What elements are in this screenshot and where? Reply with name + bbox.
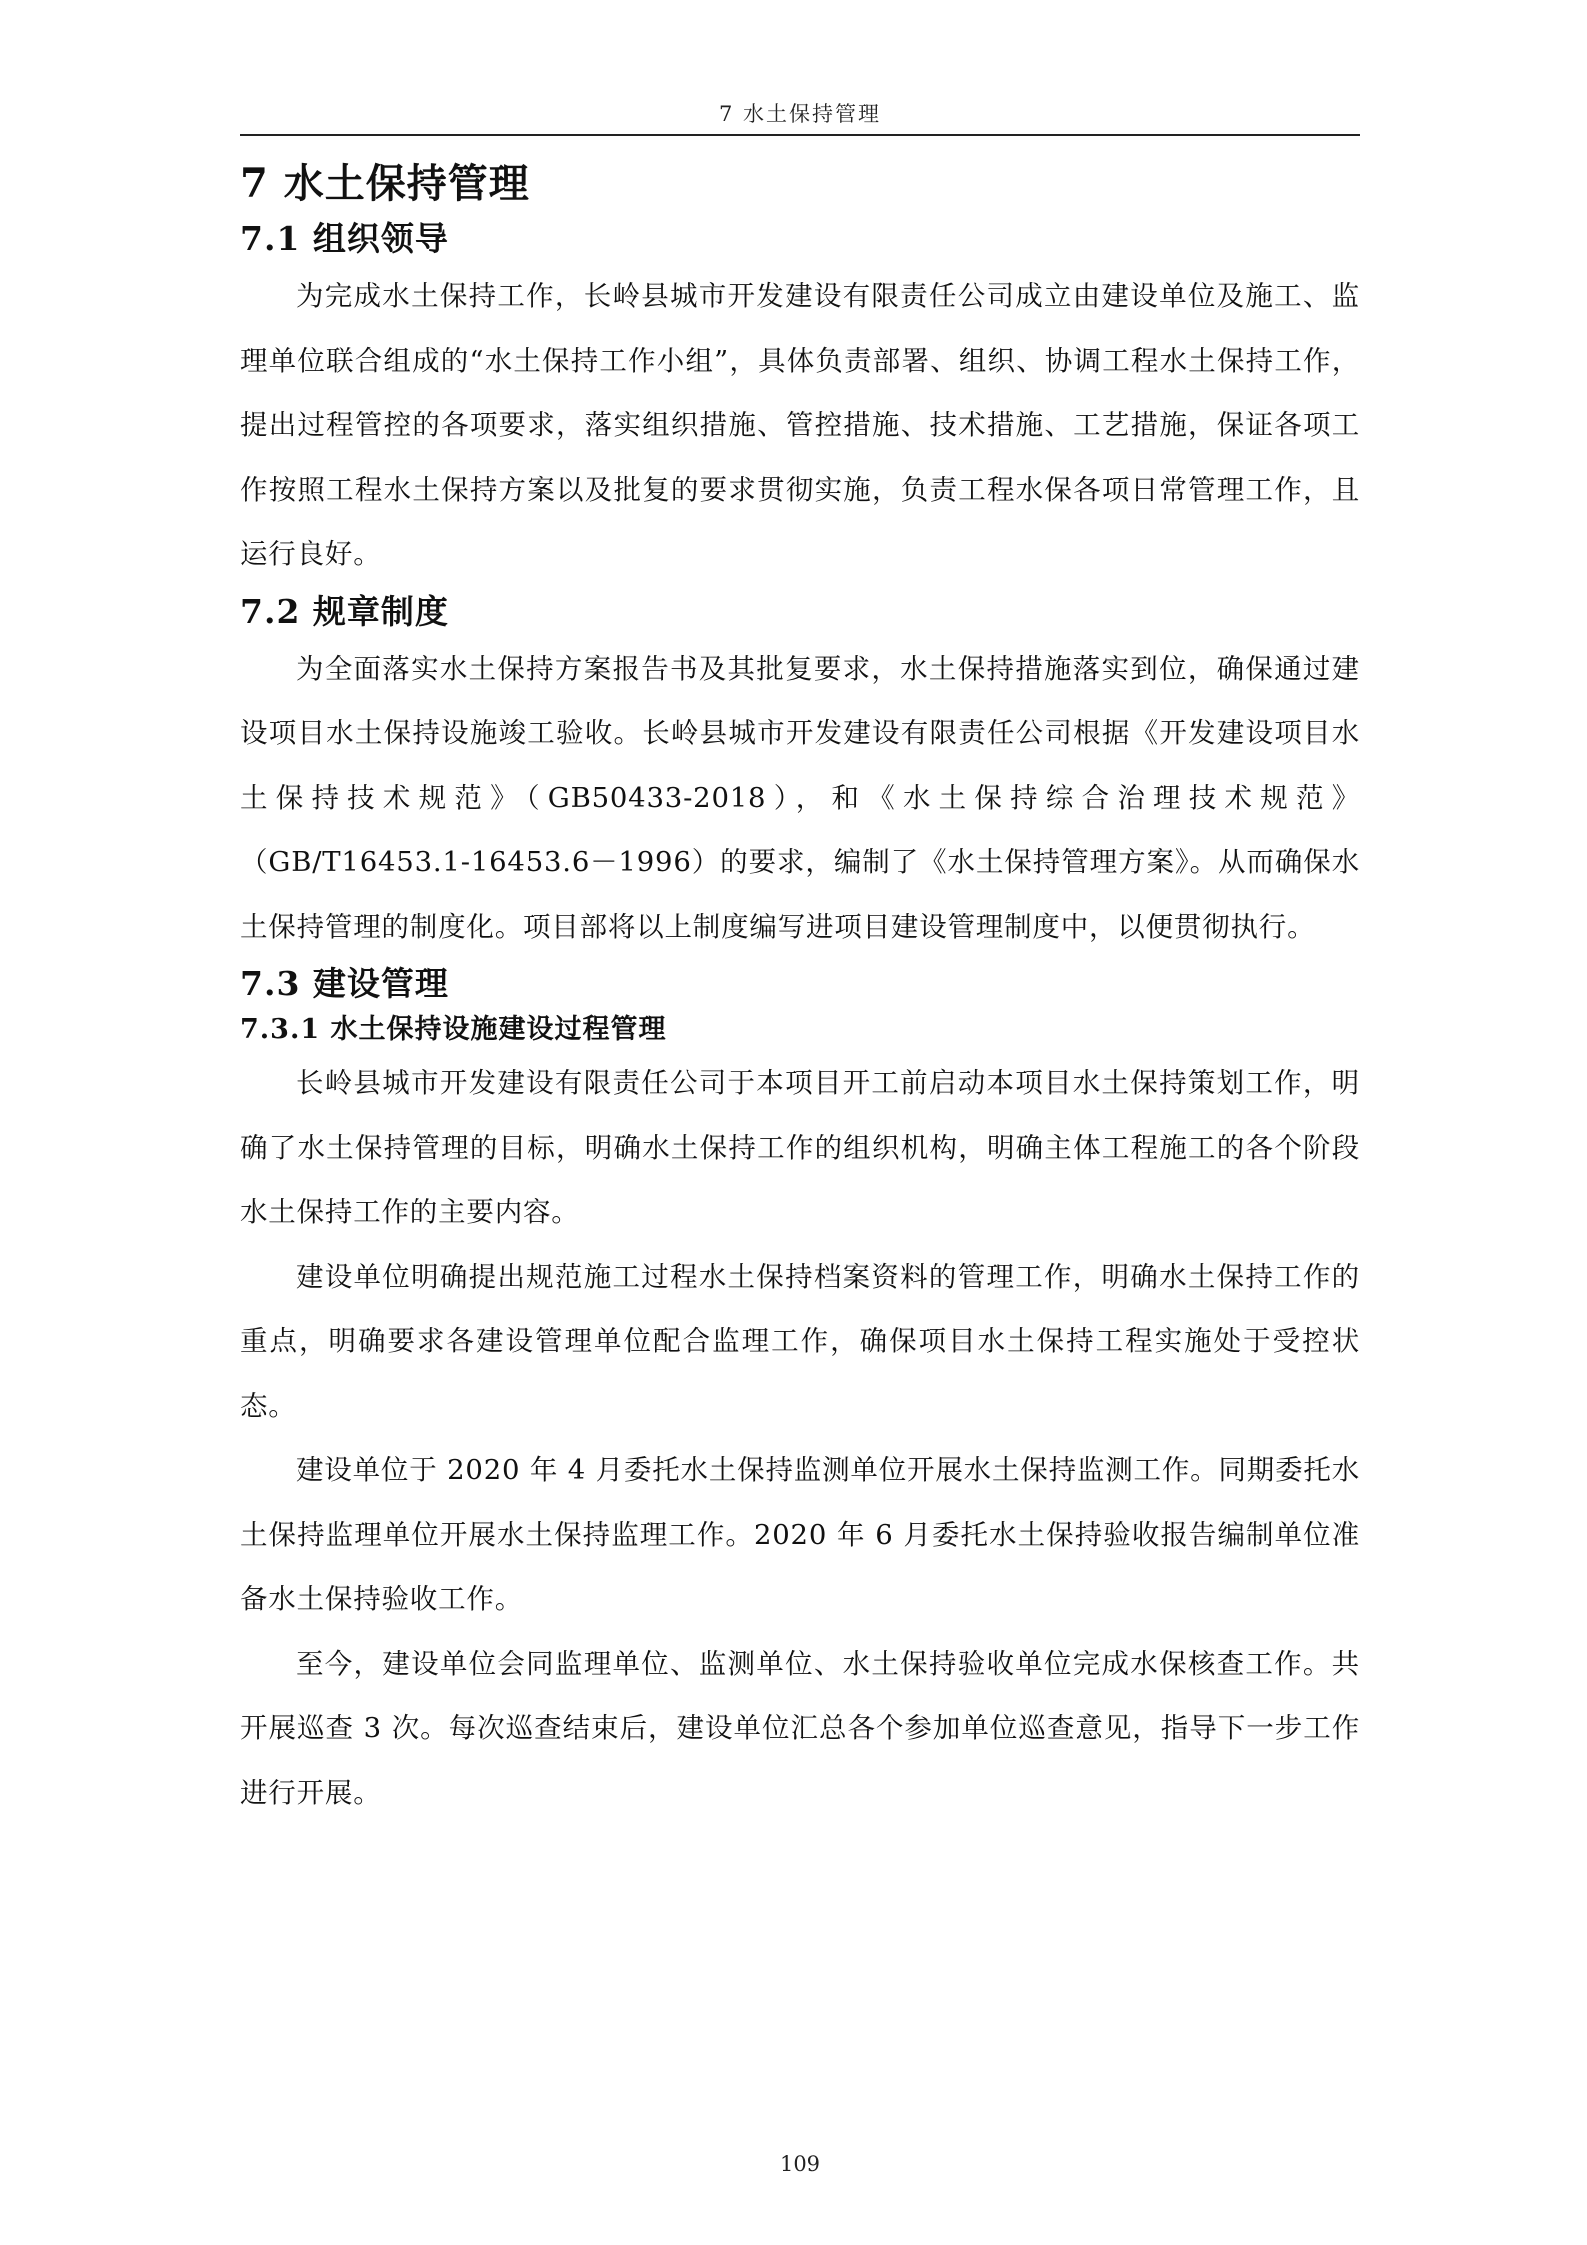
section-title-7-2: 7.2 规章制度	[240, 591, 449, 631]
paragraph: 建设单位明确提出规范施工过程水土保持档案资料的管理工作，明确水土保持工作的重点，明确要求各建设管理单位配合监理工作，确保项目水土保持工程实施处于受控状态。	[240, 1260, 1360, 1422]
paragraph: 建设单位于 2020 年 4 月委托水土保持监测单位开展水土保持监测工作。同期委托水土保持监理单位开展水土保持监理工作。2020 年 6 月委托水土保持验收报告编制单位准备水土保持验收工作。	[240, 1454, 1360, 1615]
paragraph: 为完成水土保持工作，长岭县城市开发建设有限责任公司成立由建设单位及施工、监理单位联合组成的“水土保持工作小组”，具体负责部署、组织、协调工程水土保持工作，提出过程管控的各项要求，落实组织措施、管控措施、技术措施、工艺措施，保证各项工作按照工程水土保持方案以及批复的要求贯彻实施，负责工程水保各项日常管理工作，且运行良好。	[240, 280, 1360, 570]
paragraph: 至今，建设单位会同监理单位、监测单位、水土保持验收单位完成水保核查工作。共开展巡查 3 次。每次巡查结束后，建设单位汇总各个参加单位巡查意见，指导下一步工作进行开展。	[240, 1647, 1360, 1809]
paragraph: 长岭县城市开发建设有限责任公司于本项目开工前启动本项目水土保持策划工作，明确了水土保持管理的目标，明确水土保持工作的组织机构，明确主体工程施工的各个阶段水土保持工作的主要内容。	[240, 1067, 1360, 1228]
page-body	[240, 150, 1360, 1825]
header-divider	[240, 134, 1360, 136]
paragraph: 为全面落实水土保持方案报告书及其批复要求，水土保持措施落实到位，确保通过建设项目水土保持设施竣工验收。长岭县城市开发建设有限责任公司根据《开发建设项目水土保持技术规范》（GB50433-2018），和《水土保持综合治理技术规范》（GB/T16453.1-16453.6－1996）的要求，编制了《水土保持管理方案》。从而确保水土保持管理的制度化。项目部将以上制度编写进项目建设管理制度中，以便贯彻执行。	[240, 652, 1360, 943]
section-title-7-1: 7.1 组织领导	[240, 219, 449, 258]
page-number: 109	[779, 2152, 821, 2176]
section-title-7-3: 7.3 建设管理	[240, 964, 449, 1003]
chapter-title: 7 水土保持管理	[240, 160, 530, 207]
subsection-title-7-3-1: 7.3.1 水土保持设施建设过程管理	[240, 1014, 667, 1045]
running-header: 7 水土保持管理	[718, 102, 882, 126]
